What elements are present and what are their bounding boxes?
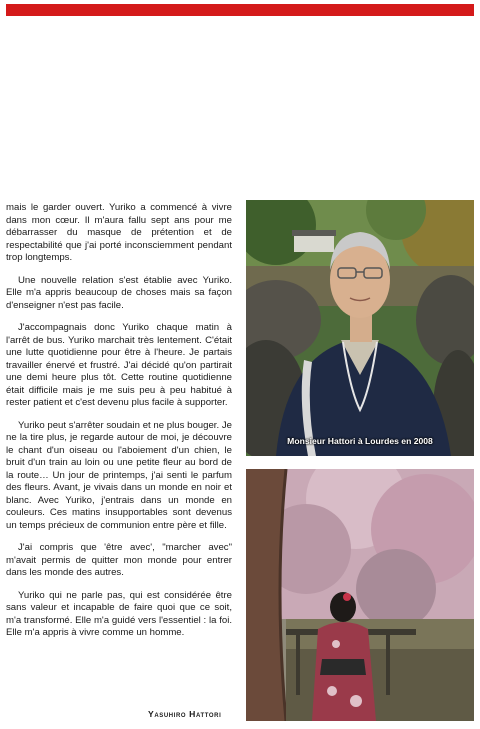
paragraph-6: Yuriko qui ne parle pas, qui est considérée être sans valeur et incapable de faire quoi que ce soit, m'a transformé. Elle m'a guidé vers l'essentiel : la foi. Elle m'a appris à vivre comme un homme. [6,589,232,638]
portrait-caption: Monsieur Hattori à Lourdes en 2008 [287,436,433,446]
kimono-photo [246,469,474,721]
paragraph-5: J'ai compris que 'être avec', "marcher avec" m'avait permis de quitter mon monde pour entrer dans les monde des autres. [6,542,232,578]
article-text-column [6,202,232,650]
header-red-bar [6,4,474,16]
portrait-photo-image [246,200,474,456]
paragraph-3: J'accompagnais donc Yuriko chaque matin à l'arrêt de bus. Yuriko marchait très lentement. C'était une lutte quotidienne pour être à l'heure. Je partais travailler énervé et frustré. J'ai décidé qu'on partirait une demi heure plus tôt. Cette routine quotidienne était difficile mais je me suis peu à peu habitué à rester patient et c'est devenu plus facile à supporter. [6,322,232,408]
portrait-photo [246,200,474,456]
author-signature: Yasuhiro Hattori [148,709,222,719]
kimono-photo-image [246,469,474,721]
paragraph-4: Yuriko peut s'arrêter soudain et ne plus bouger. Je ne la tire plus, je regarde autour de moi, je découvre le chant d'un oiseau ou l'aboiement d'un chien, le bruit d'un train au loin ou une petite fleur au bord de la route… Un jour de printemps, j'ai senti le parfum des fleurs. Avant, je vivais dans un monde en noir et blanc. Avec Yuriko, j'entrais dans un monde en couleurs. Ces matins insupportables sont devenus un temps précieux de communion entre père et fille. [6,419,232,531]
paragraph-1: mais le garder ouvert. Yuriko a commencé à vivre dans mon cœur. Il m'aura fallu sept ans pour me débarrasser du masque de prétention et de respectabilité que j'ai porté inconsciemment pendant trop longtemps. [6,202,232,263]
paragraph-2: Une nouvelle relation s'est établie avec Yuriko. Elle m'a appris beaucoup de choses mais sa façon d'enseigner n'est pas facile. [6,274,232,311]
